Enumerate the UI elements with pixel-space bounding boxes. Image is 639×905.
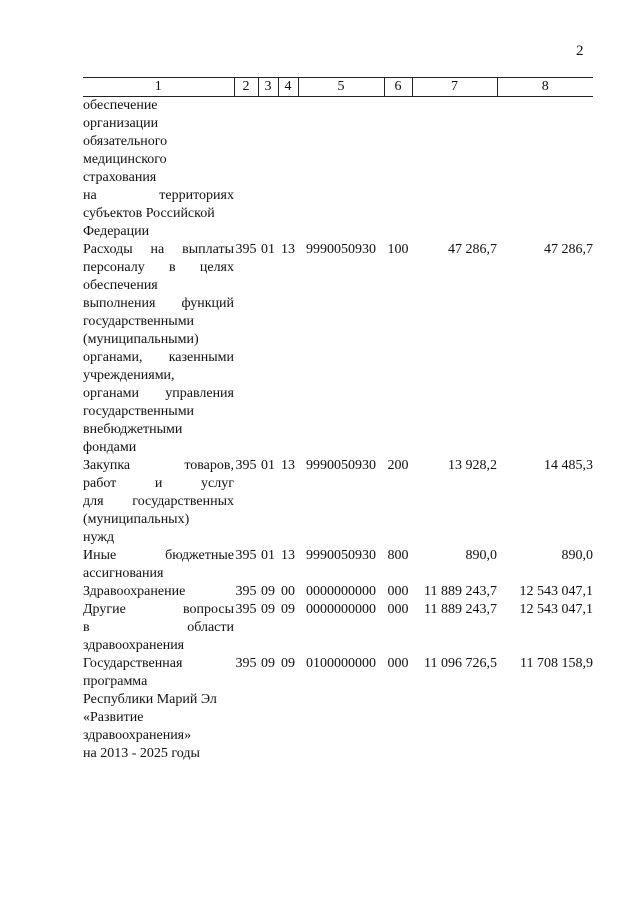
section-code-cell: 01 xyxy=(261,458,275,473)
row-name-line: обеспечения xyxy=(83,278,158,293)
subsection-code-cell: 00 xyxy=(281,584,295,599)
target-article-cell: 9990050930 xyxy=(306,242,376,257)
subsection-code-cell xyxy=(278,97,298,242)
row-name-line: нужд xyxy=(83,530,115,545)
row-name-line: Республики Марий Эл xyxy=(83,692,217,707)
amount-col7-cell: 11 096 726,5 xyxy=(424,656,497,671)
subsection-code-cell: 13 xyxy=(281,242,295,257)
section-code-cell: 09 xyxy=(261,656,275,671)
column-header-7: 7 xyxy=(412,78,497,97)
row-name-line: в области xyxy=(83,620,234,635)
row-name-line: Иные бюджетные xyxy=(83,548,234,563)
row-name-line: органами, казенными xyxy=(83,350,234,365)
row-name-line: Расходы на выплаты xyxy=(83,242,234,257)
table-row xyxy=(83,583,593,601)
column-header-1: 1 xyxy=(83,78,234,97)
row-name-cell xyxy=(83,241,234,457)
row-name-line: Закупка товаров, xyxy=(83,458,234,473)
amount-col8-cell: 12 543 047,1 xyxy=(519,584,593,599)
table-row xyxy=(83,547,593,583)
expense-type-cell: 000 xyxy=(387,656,409,671)
row-name-line: работ и услуг xyxy=(83,476,234,491)
subsection-code-cell: 09 xyxy=(281,602,295,617)
table-row xyxy=(83,655,593,763)
row-name-cell xyxy=(83,655,234,763)
budget-table xyxy=(83,77,593,763)
column-header-6: 6 xyxy=(384,78,412,97)
row-name-line: органами управления xyxy=(83,386,234,401)
admin-code-cell: 395 xyxy=(235,584,257,599)
target-article-cell: 9990050930 xyxy=(306,458,376,473)
table-row xyxy=(83,601,593,655)
table-row xyxy=(83,97,593,242)
amount-col7-cell: 11 889 243,7 xyxy=(424,602,497,617)
column-header-8: 8 xyxy=(497,78,593,97)
row-name-line: ассигнования xyxy=(83,566,164,581)
target-article-cell: 0000000000 xyxy=(306,584,376,599)
row-name-line: для государственных xyxy=(83,494,234,509)
table-row xyxy=(83,241,593,457)
row-name-line: обязательного xyxy=(83,134,168,149)
row-name-line: государственными xyxy=(83,404,195,419)
subsection-code-cell: 09 xyxy=(281,656,295,671)
row-name-line: субъектов Российской xyxy=(83,206,215,221)
column-header-3: 3 xyxy=(258,78,278,97)
admin-code-cell: 395 xyxy=(235,602,257,617)
amount-col7-cell xyxy=(412,97,497,242)
row-name-line: на территориях xyxy=(83,188,234,203)
section-code-cell: 01 xyxy=(261,242,275,257)
column-header-4: 4 xyxy=(278,78,298,97)
row-name-line: организации xyxy=(83,116,159,131)
page-number: 2 xyxy=(576,43,584,59)
row-name-line: Государственная xyxy=(83,656,183,671)
table-body xyxy=(83,97,593,764)
expense-type-cell: 100 xyxy=(387,242,409,257)
row-name-line: выполнения функций xyxy=(83,296,234,311)
column-header-2: 2 xyxy=(234,78,258,97)
row-name-line: внебюджетными xyxy=(83,422,183,437)
admin-code-cell: 395 xyxy=(235,242,257,257)
row-name-line: фондами xyxy=(83,440,137,455)
row-name-line: обеспечение xyxy=(83,98,158,113)
row-name-line: Здравоохранение xyxy=(83,584,186,599)
target-article-cell: 9990050930 xyxy=(306,548,376,563)
row-name-line: государственными xyxy=(83,314,195,329)
row-name-line: (муниципальных) xyxy=(83,512,190,527)
expense-type-cell: 000 xyxy=(387,584,409,599)
subsection-code-cell: 13 xyxy=(281,548,295,563)
section-code-cell xyxy=(258,97,278,242)
amount-col8-cell: 11 708 158,9 xyxy=(520,656,593,671)
expense-type-cell xyxy=(384,97,412,242)
amount-col7-cell: 11 889 243,7 xyxy=(424,584,497,599)
section-code-cell: 09 xyxy=(261,602,275,617)
row-name-cell xyxy=(83,457,234,547)
row-name-line: здравоохранения» xyxy=(83,728,192,743)
row-name-cell xyxy=(83,583,234,601)
expense-type-cell: 200 xyxy=(387,458,409,473)
row-name-cell xyxy=(83,97,234,242)
column-header-5: 5 xyxy=(298,78,384,97)
row-name-line: Другие вопросы xyxy=(83,602,234,617)
expense-type-cell: 800 xyxy=(387,548,409,563)
row-name-line: «Развитие xyxy=(83,710,144,725)
target-article-cell: 0000000000 xyxy=(306,602,376,617)
row-name-line: программа xyxy=(83,674,148,689)
target-article-cell: 0100000000 xyxy=(306,656,376,671)
target-article-cell xyxy=(298,97,384,242)
subsection-code-cell: 13 xyxy=(281,458,295,473)
amount-col7-cell: 47 286,7 xyxy=(448,242,497,257)
admin-code-cell: 395 xyxy=(235,548,257,563)
row-name-line: на 2013 - 2025 годы xyxy=(83,746,200,761)
amount-col7-cell: 890,0 xyxy=(465,548,497,563)
row-name-line: Федерации xyxy=(83,224,150,239)
amount-col7-cell: 13 928,2 xyxy=(448,458,497,473)
admin-code-cell xyxy=(234,97,258,242)
row-name-line: персоналу в целях xyxy=(83,260,234,275)
row-name-line: медицинского xyxy=(83,152,167,167)
section-code-cell: 01 xyxy=(261,548,275,563)
table-row xyxy=(83,457,593,547)
expense-type-cell: 000 xyxy=(387,602,409,617)
admin-code-cell: 395 xyxy=(235,458,257,473)
row-name-line: (муниципальными) xyxy=(83,332,199,347)
section-code-cell: 09 xyxy=(261,584,275,599)
row-name-line: учреждениями, xyxy=(83,368,175,383)
row-name-cell xyxy=(83,547,234,583)
row-name-cell xyxy=(83,601,234,655)
amount-col8-cell: 12 543 047,1 xyxy=(519,602,593,617)
table-header-row xyxy=(83,78,593,97)
admin-code-cell: 395 xyxy=(235,656,257,671)
row-name-line: страхования xyxy=(83,170,157,185)
amount-col8-cell xyxy=(497,97,593,242)
amount-col8-cell: 47 286,7 xyxy=(544,242,593,257)
amount-col8-cell: 890,0 xyxy=(561,548,593,563)
amount-col8-cell: 14 485,3 xyxy=(544,458,593,473)
row-name-line: здравоохранения xyxy=(83,638,185,653)
